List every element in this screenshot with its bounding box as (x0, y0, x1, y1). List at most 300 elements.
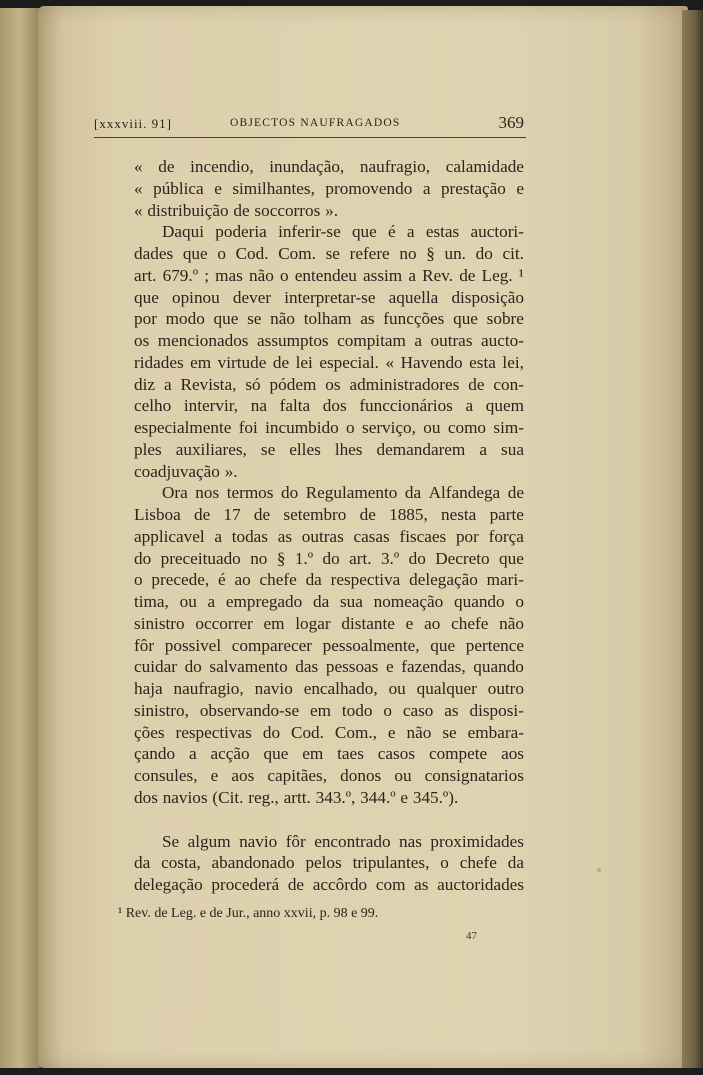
word: os (325, 374, 341, 394)
word: se (325, 244, 340, 263)
word: calamidade (445, 157, 524, 176)
word: elles (289, 439, 321, 459)
word: observando-se (199, 700, 300, 720)
word: serviço, (362, 418, 416, 437)
word: Se (162, 831, 180, 851)
word: que (453, 309, 478, 329)
word: Lisboa (134, 505, 181, 524)
text-line (134, 352, 524, 374)
word: promovendo (325, 178, 413, 198)
word: con- (493, 374, 524, 394)
word: nesta (441, 505, 477, 524)
word: por (455, 526, 479, 546)
word: coadjuvação (134, 461, 220, 481)
word: precede, (151, 570, 210, 590)
word: encalhado, (303, 679, 378, 698)
text-line (134, 743, 524, 765)
page-number: 369 (498, 113, 524, 132)
word: especial. (319, 352, 379, 372)
word: occorrer (195, 613, 253, 633)
text-line (134, 548, 524, 570)
word: artt. (283, 787, 311, 807)
word: e (405, 613, 414, 633)
word: inundação, (269, 157, 345, 176)
text-line (134, 374, 524, 396)
word: a (163, 374, 172, 394)
word: auctori- (470, 222, 524, 242)
word: casas (353, 526, 390, 546)
word: foi (238, 418, 258, 437)
word: virtude (217, 352, 267, 372)
text-line (134, 787, 524, 809)
word: de (158, 157, 175, 176)
word: pessoalmente, (322, 635, 420, 655)
word: refere (349, 244, 390, 263)
word: assim (363, 265, 403, 285)
word: ou (388, 679, 406, 698)
word: respectiva (330, 570, 401, 590)
word: similhantes, (232, 178, 315, 198)
word: o (383, 700, 392, 720)
text-line (134, 569, 524, 591)
word: as (444, 700, 459, 720)
word: a (422, 178, 431, 198)
word: capitães, (267, 766, 328, 785)
word: as (277, 526, 293, 546)
word: Havendo (400, 352, 463, 372)
word: tima, (134, 592, 169, 611)
word: interpretar-se (284, 287, 376, 307)
word: « (134, 200, 143, 220)
word: mari- (486, 570, 524, 590)
word: de (233, 200, 250, 220)
word: navio (239, 831, 278, 851)
word: ». (325, 200, 338, 220)
word: esta (469, 352, 496, 372)
word: é (388, 222, 396, 242)
word: se (247, 309, 262, 329)
word: Com., (334, 722, 377, 742)
word: quando (473, 657, 524, 677)
word: fazendas, (401, 657, 466, 677)
word: 17 (223, 505, 241, 524)
word: de (468, 374, 485, 394)
word: § (426, 244, 435, 263)
word: salvamento (209, 657, 288, 677)
word: lei (295, 352, 313, 372)
body-text (134, 156, 524, 896)
word: auxiliares, (175, 439, 247, 459)
word: applicavel (134, 526, 205, 546)
word: casos (377, 744, 416, 764)
word: 343.º, (315, 787, 356, 807)
word: no (399, 244, 417, 263)
word: costa, (161, 853, 201, 873)
word: Cod. (235, 244, 269, 263)
word: aos (231, 766, 255, 785)
word: do (134, 548, 152, 568)
word: a (479, 439, 487, 459)
word: ções (134, 722, 165, 742)
word: parte (489, 505, 524, 524)
word: compitam (337, 331, 406, 350)
text-line (134, 439, 524, 461)
header-rule (94, 137, 526, 138)
word: o (440, 853, 449, 873)
word: outras (430, 331, 473, 350)
word: pelos (305, 853, 342, 873)
text-line (134, 482, 524, 504)
text-line (134, 700, 524, 722)
word: haja (134, 679, 163, 698)
word: Decreto (435, 548, 490, 568)
word: dos (322, 396, 347, 416)
word: é (217, 570, 226, 590)
word: pódem (269, 374, 317, 394)
word: accôrdo (312, 875, 368, 894)
word: que (430, 635, 456, 655)
word: art. (349, 548, 372, 568)
word: do (184, 657, 202, 677)
word: do (475, 244, 493, 263)
word: se (260, 439, 276, 459)
word: em (309, 700, 331, 720)
word: com (375, 875, 406, 894)
text-line (134, 831, 524, 853)
word: só (245, 374, 261, 394)
word: funccionários (359, 396, 453, 416)
word: intervir, (183, 396, 239, 416)
word: dades (134, 244, 174, 263)
word: que (134, 287, 159, 307)
word: ; (204, 265, 209, 285)
text-line (134, 395, 524, 417)
word: no (250, 548, 268, 568)
text-line (134, 874, 524, 896)
word: funcções (383, 309, 445, 329)
word: Daqui (162, 222, 205, 242)
word: § (276, 548, 286, 568)
word: o (217, 244, 226, 263)
word: a (207, 592, 216, 611)
word: « (134, 178, 143, 198)
text-line (134, 613, 524, 635)
text-line (134, 221, 524, 243)
word: nos (195, 483, 220, 503)
word: ridades (134, 352, 184, 372)
word: sim- (493, 418, 524, 437)
word: celho (134, 396, 172, 416)
word: naufragio, (359, 157, 431, 176)
word: administradores (349, 374, 460, 394)
text-line (134, 178, 524, 200)
word: falta (279, 396, 311, 416)
word: que (351, 222, 377, 242)
word: proximidades (430, 831, 524, 851)
word: o (346, 418, 355, 437)
word: « (385, 352, 395, 372)
word: aquella (388, 287, 439, 307)
word: donos (340, 766, 382, 785)
word: do (322, 548, 340, 568)
word: naufragio, (173, 679, 244, 698)
word: incendio, (190, 157, 254, 176)
word: do (262, 722, 281, 742)
word: quando (454, 592, 505, 611)
word: cuidar (134, 657, 177, 677)
word: a (188, 744, 197, 764)
word: tolham (303, 309, 352, 329)
word: (Cit. (212, 787, 244, 807)
word: opinou (171, 287, 220, 307)
word: de (507, 483, 524, 503)
word: da (507, 853, 524, 873)
word: a (414, 331, 422, 350)
word: nas (399, 831, 422, 851)
word: ao (234, 570, 251, 590)
word: pertence (465, 635, 524, 655)
word: que (263, 744, 289, 764)
word: preceituado (160, 548, 241, 568)
word: 3.º (380, 548, 400, 568)
word: e (385, 657, 394, 677)
word: mas (215, 265, 243, 285)
word: assumptos (257, 331, 329, 350)
word: fôr (285, 831, 306, 851)
word: logar (295, 613, 331, 633)
word: em (302, 744, 324, 764)
word: Rev. (422, 265, 454, 285)
word: modo (165, 309, 205, 329)
word: fôr (134, 635, 155, 655)
word: Com. (278, 244, 316, 263)
word: navios (162, 787, 208, 807)
word: diz (134, 374, 155, 394)
word: reg., (248, 787, 279, 807)
text-line (134, 461, 524, 483)
word: sua (501, 439, 524, 459)
word: estas (425, 222, 460, 242)
word: o (280, 265, 289, 285)
word: Ora (162, 483, 188, 503)
word: não (270, 309, 295, 329)
word: ». (224, 461, 238, 481)
word: força (488, 526, 524, 546)
word: compete (428, 744, 488, 764)
word: outro (487, 679, 524, 698)
word: auctoridades (437, 875, 524, 894)
word: de (459, 265, 476, 285)
word: mencionados (157, 331, 249, 350)
word: Revista, (180, 374, 237, 394)
text-line (134, 308, 524, 330)
text-line (134, 722, 524, 744)
word: todas (231, 526, 268, 546)
word: sinistro, (134, 700, 189, 720)
word: o (515, 592, 524, 611)
word: não (249, 265, 274, 285)
word: Alfandega (428, 483, 501, 503)
text-line (134, 526, 524, 548)
word: de (253, 505, 271, 524)
text-line (134, 678, 524, 700)
text-line (134, 243, 524, 265)
text-line (134, 591, 524, 613)
word: inferir-se (278, 222, 341, 242)
word: consignatarios (424, 766, 524, 785)
word: dever (232, 287, 272, 307)
word: as (360, 309, 375, 329)
word: a (408, 265, 416, 285)
word: e (400, 787, 409, 807)
word: por (134, 309, 157, 329)
word: qualquer (416, 679, 477, 698)
word: de (359, 505, 376, 524)
word: consules, (134, 766, 198, 785)
word: chefe (451, 613, 489, 633)
text-line (134, 656, 524, 678)
word: cit. (502, 244, 524, 263)
word: os (134, 331, 150, 350)
word: 1.º (294, 548, 314, 568)
word: se (442, 722, 457, 742)
word: aucto- (481, 331, 524, 350)
word: fiscaes (399, 526, 447, 546)
word: ou (423, 418, 441, 437)
word: respectivas (175, 722, 252, 742)
text-line (134, 200, 524, 222)
word: ples (134, 439, 162, 459)
word: sobre (486, 309, 524, 329)
word: 679.º (162, 265, 199, 285)
word: taes (337, 744, 364, 764)
word: que (213, 309, 239, 329)
word: quem (485, 396, 524, 416)
word: caso (402, 700, 434, 720)
running-header (94, 114, 524, 136)
word: lei, (502, 352, 524, 372)
word: do (280, 483, 299, 503)
text-line (134, 504, 524, 526)
word: lhes (334, 439, 363, 459)
word: todo (341, 700, 373, 720)
word: delegação (409, 570, 478, 590)
word: procederá (211, 875, 280, 894)
word: 344.º (360, 787, 396, 807)
word: chefe (459, 853, 497, 873)
word: comparecer (231, 635, 312, 655)
word: aos (501, 744, 524, 764)
word: empregado (225, 592, 303, 611)
word: demandarem (376, 439, 466, 459)
word: sinistro (134, 613, 185, 633)
word: entendeu (294, 265, 357, 285)
word: de (272, 352, 290, 372)
text-line (134, 852, 524, 874)
word: prestação (440, 178, 506, 198)
word: distribuição (147, 200, 229, 220)
word: Regulamento (305, 483, 398, 503)
word: tripulantes, (352, 853, 430, 873)
word: poderia (215, 222, 267, 242)
word: não (406, 722, 432, 742)
word: ao (424, 613, 441, 633)
word: disposi- (469, 700, 524, 720)
word: a (406, 222, 415, 242)
word: art. (134, 265, 157, 285)
word: não (499, 613, 524, 633)
word: de (287, 875, 305, 894)
word: e (210, 766, 219, 785)
word: a (214, 526, 222, 546)
word: de (194, 505, 211, 524)
word: Cod. (291, 722, 324, 742)
word: ou (394, 766, 412, 785)
word: algum (187, 831, 231, 851)
header-title: OBJECTOS NAUFRAGADOS (230, 117, 401, 129)
word: disposição (451, 287, 524, 307)
word: em (190, 352, 212, 372)
word: que (182, 244, 208, 263)
word: un. (444, 244, 466, 263)
word: e (516, 178, 524, 198)
word: 1885, (389, 505, 428, 524)
text-line (134, 287, 524, 309)
word: acção (210, 744, 250, 764)
word: encontrado (314, 831, 391, 851)
word: Leg. (481, 265, 513, 285)
text-line (134, 765, 524, 787)
word: çando (134, 744, 176, 764)
word: em (263, 613, 285, 633)
word: do (408, 548, 426, 568)
word: e (387, 722, 396, 742)
word: abandonado (211, 853, 295, 873)
word: nomeação (373, 592, 444, 611)
word: como (447, 418, 487, 437)
word: da (305, 570, 322, 590)
word: da (404, 483, 422, 503)
word: chefe (259, 570, 297, 590)
text-line (134, 265, 524, 287)
word: setembro (283, 505, 347, 524)
header-reference: [xxxviii. 91] (94, 116, 172, 131)
text-line (134, 417, 524, 439)
word: a (465, 396, 474, 416)
word: ou (179, 592, 197, 611)
word: sua (339, 592, 363, 611)
word: da (312, 592, 330, 611)
paper-speck (597, 868, 601, 872)
word: que (499, 548, 524, 568)
text-line (134, 330, 524, 352)
word: distante (341, 613, 395, 633)
signature-mark: 47 (466, 930, 477, 942)
word: delegação (134, 875, 203, 894)
page-stack-edge (682, 10, 703, 1068)
word: pessoas (325, 657, 379, 677)
word: outras (301, 526, 344, 546)
word: das (295, 657, 319, 677)
word: e (214, 178, 222, 198)
text-line (134, 635, 524, 657)
word: embara- (467, 722, 524, 742)
word: as (414, 875, 429, 894)
word: incumbido (265, 418, 339, 437)
word: dos (134, 787, 158, 807)
word: ¹ (518, 265, 524, 285)
word: navio (254, 679, 293, 698)
